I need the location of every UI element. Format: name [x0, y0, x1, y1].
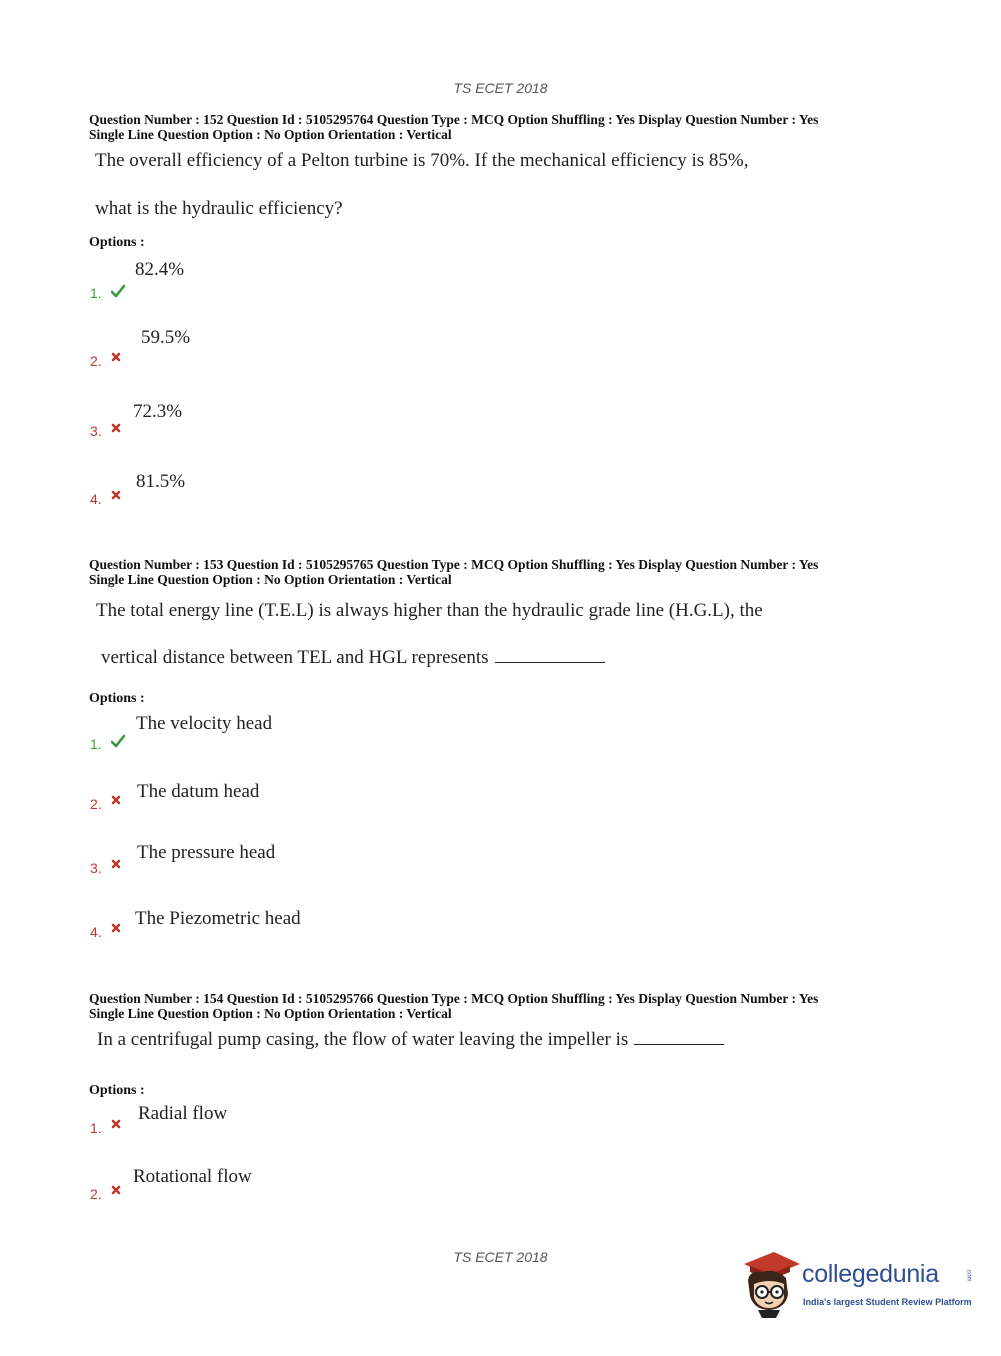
question-text: what is the hydraulic efficiency?	[95, 198, 343, 219]
option-number: 1.	[90, 285, 102, 301]
cross-icon	[111, 1119, 121, 1129]
option-number: 2.	[90, 1186, 102, 1202]
options-label: Options :	[89, 1083, 145, 1098]
checkmark-icon	[111, 734, 125, 748]
question-text: The overall efficiency of a Pelton turbine is 70%. If the mechanical efficiency is 85%,	[95, 150, 749, 171]
page-footer: TS ECET 2018	[453, 1249, 548, 1265]
option-text: The pressure head	[137, 842, 276, 863]
option-number: 1.	[90, 1120, 102, 1136]
page-header: TS ECET 2018	[453, 80, 548, 96]
option-text: The velocity head	[136, 713, 273, 734]
checkmark-icon	[111, 284, 125, 298]
brand-name: collegedunia	[802, 1260, 939, 1288]
brand-tagline: India's largest Student Review Platform	[803, 1297, 972, 1307]
option-text: Radial flow	[138, 1103, 228, 1124]
question-meta-line: Single Line Question Option : No Option Orientation : Vertical	[89, 571, 452, 587]
option-number: 4.	[90, 924, 102, 940]
question-meta-line: Question Number : 154 Question Id : 5105295766 Question Type : MCQ Option Shuffling : Yes Display Question Number : Yes	[89, 991, 819, 1006]
option-text: 81.5%	[136, 471, 186, 492]
cross-icon	[111, 795, 121, 805]
question-text: In a centrifugal pump casing, the flow of water leaving the impeller is	[97, 1029, 629, 1050]
options-label: Options :	[89, 235, 145, 250]
option-text: 59.5%	[141, 327, 191, 348]
collegedunia-brand	[740, 1250, 970, 1320]
option-text: The datum head	[137, 781, 260, 802]
cross-icon	[111, 490, 121, 500]
option-number: 4.	[90, 491, 102, 507]
option-text: Rotational flow	[133, 1166, 252, 1187]
question-text-with-blank	[97, 1028, 724, 1051]
cross-icon	[111, 352, 121, 362]
options-label: Options :	[89, 691, 145, 706]
option-number: 1.	[90, 736, 102, 752]
question-meta	[89, 113, 919, 142]
option-number: 2.	[90, 353, 102, 369]
option-text: 72.3%	[133, 401, 183, 422]
question-meta	[89, 992, 919, 1021]
question-text-with-blank	[101, 646, 605, 669]
question-meta-line: Single Line Question Option : No Option Orientation : Vertical	[89, 1005, 452, 1021]
option-text: The Piezometric head	[135, 908, 301, 929]
question-text: The total energy line (T.E.L) is always higher than the hydraulic grade line (H.G.L), the	[96, 600, 763, 621]
question-meta	[89, 558, 919, 587]
cross-icon	[111, 423, 121, 433]
mascot-logo-icon	[740, 1250, 800, 1318]
question-meta-line: Single Line Question Option : No Option Orientation : Vertical	[89, 126, 452, 142]
cross-icon	[111, 859, 121, 869]
option-number: 3.	[90, 860, 102, 876]
question-meta-line: Question Number : 152 Question Id : 5105295764 Question Type : MCQ Option Shuffling : Yes Display Question Number : Yes	[89, 112, 819, 127]
answer-blank	[495, 646, 605, 663]
brand-suffix: .com	[965, 1268, 972, 1282]
question-text: vertical distance between TEL and HGL represents	[101, 647, 489, 668]
option-text: 82.4%	[135, 259, 185, 280]
option-number: 2.	[90, 796, 102, 812]
cross-icon	[111, 923, 121, 933]
option-number: 3.	[90, 423, 102, 439]
answer-blank	[634, 1028, 724, 1045]
cross-icon	[111, 1185, 121, 1195]
question-meta-line: Question Number : 153 Question Id : 5105295765 Question Type : MCQ Option Shuffling : Yes Display Question Number : Yes	[89, 557, 819, 572]
